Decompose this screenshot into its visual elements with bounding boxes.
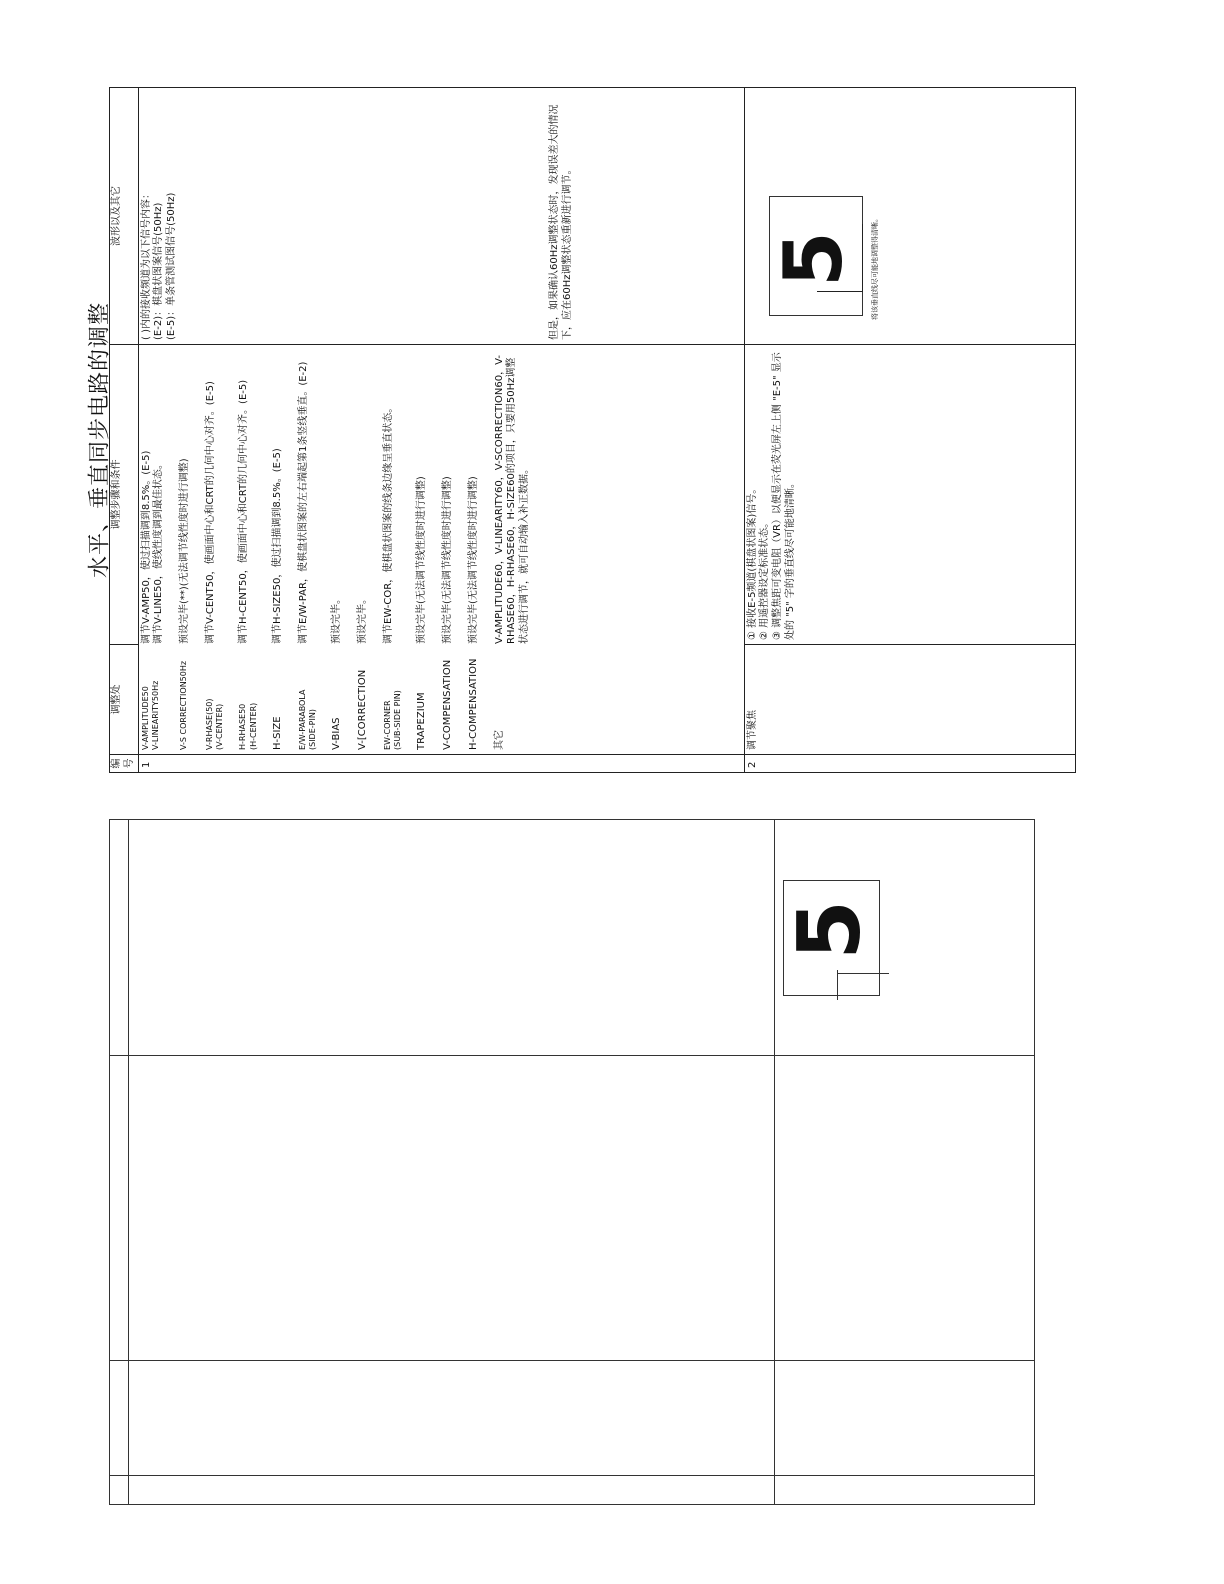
focus-figure-box [766, 196, 863, 316]
adjust-location: V-S CORRECTION50Hz [179, 660, 189, 750]
figure-digit: 5 [766, 231, 860, 287]
adjust-steps: V-AMPLITUDE60，V-LINEARITY60，V-SCORRECTION60，V-RHASE60，H-RHASE60，H-SIZE60的项目，只要用50Hz调整状态进行调节，就可自动输入补正数据。 [493, 355, 531, 644]
list-item [205, 349, 225, 750]
divider [110, 1360, 1034, 1361]
adjust-steps: 调节E/W-PAR，使棋盘状图案的左右端起第1条竖线垂直。(E-2) [297, 361, 309, 644]
adjust-steps: 预设完毕(无法调节线性度时进行调整) [416, 476, 428, 644]
list-item [442, 349, 455, 750]
adjust-location: EW-CORNER (SUB-SIDE PIN) [382, 690, 403, 750]
table-header-row [110, 88, 139, 773]
figure-note: 将该垂直线尽可能地调整得清晰。 [870, 215, 879, 320]
adjust-location: V-COMPENSATION [442, 659, 454, 750]
header-waveform: 波形以及其它 [110, 88, 139, 345]
focus-figure-cell [744, 88, 1075, 345]
adjust-steps: 预设完毕。 [331, 594, 343, 644]
divider [128, 820, 129, 1504]
list-item [357, 349, 370, 750]
adjust-location: V-BIAS [331, 717, 343, 750]
pointer-line [837, 973, 889, 974]
table-row [138, 88, 744, 773]
list-item [494, 349, 532, 750]
row2-steps [744, 345, 1075, 645]
adjust-steps: 预设完毕。 [356, 594, 368, 644]
list-item [468, 349, 481, 750]
header-no: 编号 [110, 755, 139, 773]
focus-step: ② 用遥控器设定标准状态。 [759, 517, 771, 640]
row1-items [138, 345, 744, 755]
adjust-steps: 调节H-SIZE50，使过扫描调到8.5%。(E-5) [271, 448, 283, 644]
list-item [298, 349, 318, 750]
focus-figure-box [779, 880, 880, 996]
list-item [141, 349, 167, 750]
adjust-location: H-COMPENSATION [467, 658, 479, 750]
adjust-steps: 预设完毕(无法调节线性度时进行调整) [442, 476, 454, 644]
adjust-steps: 预设完毕(无法调节线性度时进行调整) [467, 476, 479, 644]
pointer-line [837, 970, 838, 1000]
adjust-steps: 调节V-AMP50，使过扫描调到8.5%。(E-5) 调节V-LINE50，使线性度调到最佳状态。 [140, 450, 165, 644]
list-item [416, 349, 429, 750]
divider [110, 1055, 1034, 1056]
adjust-location: H-RHASE50 (H-CENTER) [238, 702, 258, 750]
adjust-location: V-RHASE(50) (V-CENTER) [204, 698, 225, 750]
list-item [179, 349, 192, 750]
empty-table-frame [109, 819, 1035, 1505]
adjust-location: E/W-PARABOLA (SIDE-PIN) [297, 689, 317, 750]
adjust-steps: 预设完毕(**)(无法调节线性度时进行调整) [179, 458, 191, 644]
row2-location: 调节聚焦 [744, 645, 1075, 755]
waveform-caution: 但是，如果确认60Hz调整状态时，发现误差大的情况下，应在60Hz调整状态重新进行调节。 [548, 104, 573, 340]
adjust-location: H-SIZE [271, 716, 283, 750]
adjust-location: V-AMPLITUDE50 V-LINEARITY50Hz [140, 680, 160, 750]
row-number: 2 [744, 755, 1075, 773]
list-item [238, 349, 258, 750]
adjustment-table [109, 87, 1076, 773]
focus-step: ① 接收E-5频道(棋盘状图案)信号。 [746, 483, 758, 640]
adjustment-table-frame [109, 87, 1076, 773]
adjust-location: 其它 [493, 730, 505, 750]
divider [774, 820, 775, 1504]
adjust-location: TRAPEZIUM [416, 692, 428, 750]
adjust-location: V-[CORRECTION [356, 669, 368, 750]
header-location: 调整处 [110, 645, 139, 755]
figure-digit: 5 [779, 900, 880, 960]
waveform-notes: ( )内的接收频道为以下信号内容： (E-2)：棋盘状图案信号(50Hz) (E-5)：单条管测试图信号(50Hz) [140, 189, 178, 340]
header-steps: 调整步骤和条件 [110, 345, 139, 645]
divider [110, 1475, 1034, 1476]
waveform-cell [138, 88, 744, 345]
pointer-line [862, 224, 863, 292]
adjust-steps: 调节H-CENT50，使画面中心和CRT的几何中心对齐。(E-5) [238, 379, 250, 644]
pointer-line [817, 291, 862, 292]
table-row [744, 88, 1075, 773]
page-title: 水平、垂直同步电路的调整 [87, 301, 113, 579]
list-item [272, 349, 285, 750]
row-number: 1 [138, 755, 744, 773]
list-item [383, 349, 403, 750]
focus-step: ③ 调整焦距可变电阻（VR）以便显示在荧光屏左上侧 "E-5" 显示处的 "5" 字的垂直线尽可能地清晰。 [772, 352, 796, 640]
list-item [331, 349, 344, 750]
adjust-steps: 调节EW-COR，使棋盘状图案的线条边缘呈垂直状态。 [382, 402, 394, 644]
adjust-steps: 调节V-CENT50，使画面中心和CRT的几何中心对齐。(E-5) [204, 381, 216, 644]
